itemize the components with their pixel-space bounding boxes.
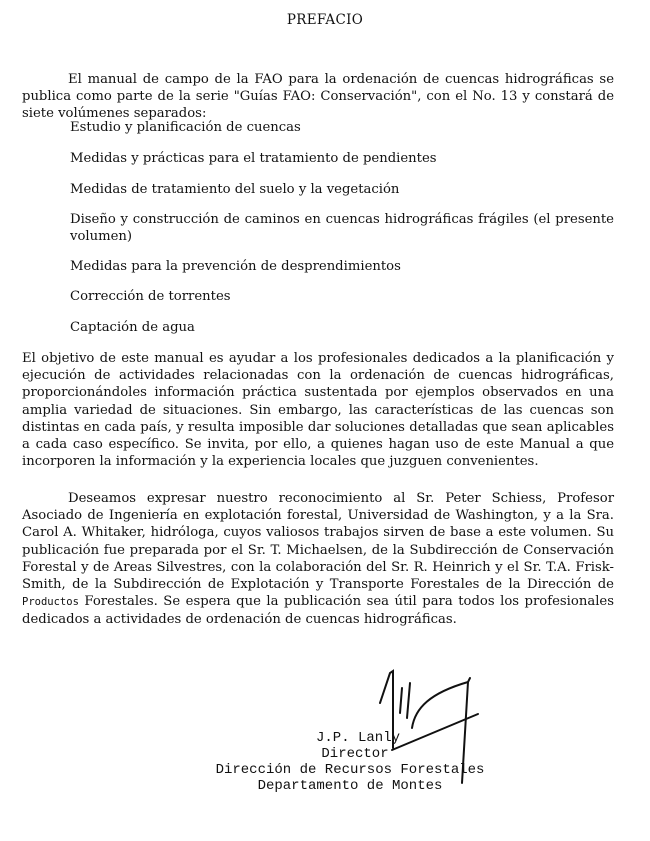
volume-item: Estudio y planificación de cuencas — [70, 120, 301, 135]
signatory-role: Director — [321, 746, 389, 762]
intro-paragraph: El manual de campo de la FAO para la ordenación de cuencas hidrográficas se publica como parte de la serie "Guías FAO: Conservación", con el No. 13 y constará de siete volúmenes separados: — [22, 72, 614, 122]
page-title: PREFACIO — [286, 12, 364, 28]
volume-item: Corrección de torrentes — [70, 289, 231, 304]
acknowledgement-text-after: Forestales. Se espera que la publicación sea útil para todos los profesionales dedicados a actividades de ordenación de cuencas hidrográficas. — [22, 594, 614, 628]
inserted-word: Productos — [22, 596, 79, 609]
volume-item: Medidas y prácticas para el tratamiento de pendientes — [70, 151, 437, 166]
volume-item: Captación de agua — [70, 320, 195, 335]
objective-paragraph: El objetivo de este manual es ayudar a los profesionales dedicados a la planificación y ejecución de actividades relacionadas con la ordenación de cuencas hidrográficas, proporcionándoles información práctica sustentada por ejemplos observados en una amplia variedad de situaciones. Sin embargo, las características de las cuencas son distintas en cada país, y resulta imposible dar soluciones detalladas que sean aplicables a cada caso específico. Se invita, por ello, a quienes hagan uso de este Manual a que incorporen la información y la experiencia locales que juzguen convenientes. — [22, 351, 614, 470]
volume-item: Diseño y construcción de caminos en cuencas hidrográficas frágiles (el presente volumen) — [70, 212, 614, 244]
acknowledgement-paragraph — [22, 490, 614, 629]
handwritten-signature-icon — [360, 658, 500, 788]
acknowledgement-text-before: Deseamos expresar nuestro reconocimiento al Sr. Peter Schiess, Profesor Asociado de Ingeniería en explotación forestal, Universidad de Washington, y a la Sra. Carol A. Whitaker, hidróloga, cuyos valiosos trabajos sirven de base a este volumen. Su publicación fue preparada por el Sr. T. Michaelsen, de la Subdirección de Conservación Forestal y de Areas Silvestres, con la colaboración del Sr. R. Heinrich y el Sr. T.A. Frisk-Smith, de la Subdirección de Explotación y Transporte Forestales de la Dirección de — [22, 491, 614, 593]
volume-item: Medidas de tratamiento del suelo y la vegetación — [70, 182, 400, 197]
volume-item: Medidas para la prevención de desprendimientos — [70, 259, 401, 274]
signatory-department: Departamento de Montes — [257, 778, 443, 794]
signatory-division: Dirección de Recursos Forestales — [215, 762, 485, 778]
signatory-name: J.P. Lanly — [315, 730, 400, 746]
